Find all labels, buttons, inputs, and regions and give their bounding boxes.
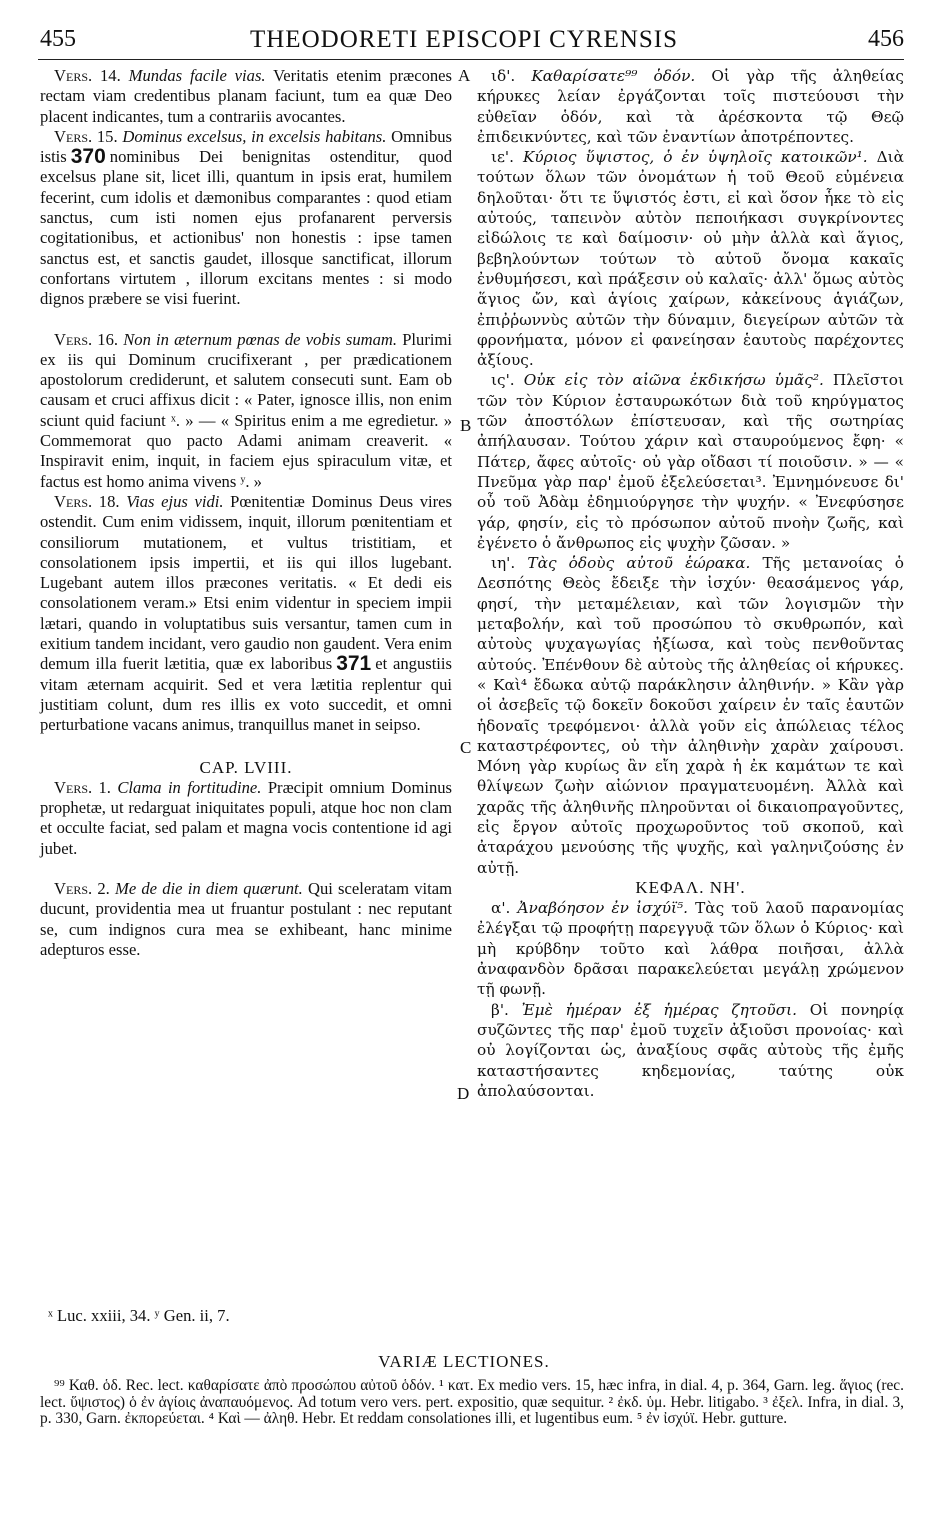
verse-text: Plurimi ex iis qui Dominum crucifixerant , per prædicationem apostolorum crediderunt, et salutem consecuti sunt. Eam ob causam et cruci affixus dicit : « Pater, ignosce illis, non enim sciunt quid faciunt ˣ. » — « Spiritus enim a me egredietur. » Commemorat quo pacto Adami animam creaverit. « Inspiravit enim, inquit, in faciem ejus spiraculum vitæ, et factus est homo anima vivens ʸ. »: [40, 329, 452, 491]
verse-lemma: Ἐμὲ ἡμέραν ἐξ ἡμέρας ζητοῦσι.: [521, 1000, 798, 1019]
latin-verse-14: [40, 66, 452, 127]
verse-label: Vers. 18.: [54, 491, 120, 511]
margin-marker-c: C: [460, 738, 472, 757]
verse-lemma: Οὐκ εἰς τὸν αἰῶνα ἐκδικήσω ὑμᾶς².: [523, 371, 824, 390]
verse-text: Pœnitentiæ Dominus Deus vires ostendit. Cum enim vidissem, inquit, illorum pœnitentiam et consiliorum mutationem, et vultus tristitiam, et consolationem ipsis impertii, et iis qui illos lugebant. Lugebant autem illos præcones veritatis. « Et dedi eis consolationem veram.» Etsi enim videntur in speciem impii lætari, quando in voluptatibus suis versantur, tamen cum in exitium tandem incidant, vero gaudio non gaudent. Vera enim demum illa fuerit lætitia, quæ ex laboribus: [40, 491, 452, 674]
verse-text: Τὰς τοῦ λαοῦ παρανομίας ἐλέγξαι τῷ προφήτῃ παρεγγυᾷ τῶν ὅλων ὁ Κύριος· καὶ μὴ κρύβδην τοῦτο καὶ λάθρα ποιῆσαι, ἀλλὰ ἀναφανδὸν δρᾶσαι παρακελεύεται μεγάλῃ χρώμενον τῇ φωνῇ.: [477, 899, 905, 999]
verse-lemma: Καθαρίσατε⁹⁹ ὁδόν.: [531, 67, 696, 85]
running-title: THEODORETI EPISCOPI CYRENSIS: [249, 26, 679, 53]
verse-lemma: Mundas facile vias.: [128, 66, 266, 85]
verse-text: Veritatis etenim præcones rectam viam credentibus planam faciunt, tum ea quæ Deo placent indicantes, tum a contrariis avocantes.: [40, 66, 452, 126]
variae-text: ⁹⁹ Καθ. ὁδ. Rec. lect. καθαρίσατε ἀπὸ προσώπου αὐτοῦ ὁδόν. ¹ κατ. Ex medio vers. 15, hæc infra, in dial. 4, p. 364, Garn. leg. ἅγιος (rec. lect. ὕψιστος) ὁ ἐν ἁγίοις ἀναπαυόμενος. Ad totum vero vers. pert. expositio, quæ sequitur. ² ἐκδ. ὑμ. Hebr. litigabo. ³ ἐξελ. Infra, in dial. 3, p. 330, Garn. ἐκπορεύεται. ⁴ Καὶ — ἀληθ. Hebr. Et reddam consolationes illi, et lugentibus eum. ⁵ ἐν ἰσχύϊ. Hebr. gutture.: [40, 1377, 904, 1428]
margin-marker-b: B: [460, 416, 472, 435]
verse-text: Omnibus istis: [40, 126, 453, 167]
page-number-left: 455: [40, 26, 76, 52]
column-number: 370: [70, 145, 106, 169]
greek-verse-14: [477, 66, 904, 147]
variae-lectiones-title: VARIÆ LECTIONES.: [378, 1352, 550, 1371]
verse-text: Διὰ τούτων ὅλων τῶν ὀνομάτων ἡ τοῦ Θεοῦ εὐμένεια δηλοῦται· ὅτι τε ὕψιστός ἐστι, εἰ καὶ ὅσον ἧκε τὸ εἰς αὐτούς, ταπεινὸν αὐτὸν πεποιήκασι συγκρίνοντες εἰδώλοις τε καὶ δαίμοσιν· οὐ μὴν ἀλλὰ καὶ ἅγιος, βεβηλούντων τούτων τὸ αὐτοῦ ὄνομα κακαῖς ἐνθυμήσεσι, καὶ πράξεσιν οὐ καλαῖς· ἀλλ' ὅμως αὐτὸς ἅγιος ὤν, καὶ ἁγίοις χαίρων, κἀκείνους ἁγιάζων, ἐπιῤῥωννὺς αὐτῶν τὴν δύναμιν, διεγείρων αὐτῶν τὰ φρονήματα, μόνον εἰ φανείησαν ἑαυτοὺς παρέχοντες ἀξίους.: [477, 148, 904, 370]
header-rule: [38, 59, 904, 60]
page-header: [0, 26, 928, 60]
verse-label: ις'.: [491, 371, 515, 390]
column-number: 371: [336, 652, 372, 676]
verse-label: Vers. 1.: [54, 777, 111, 797]
greek-chapter-verse-1: [477, 898, 904, 999]
verse-lemma: Non in æternum pœnas de vobis sumam.: [123, 329, 398, 349]
verse-label: Vers. 2.: [54, 878, 110, 898]
verse-label: Vers. 15.: [54, 126, 118, 146]
latin-verse-18: [40, 492, 452, 736]
latin-chapter-verse-1: [40, 778, 452, 859]
verse-lemma: Κύριος ὕψιστος, ὁ ἐν ὑψηλοῖς κατοικῶν¹.: [522, 148, 868, 167]
verse-label: Vers. 14.: [54, 66, 121, 85]
chapter-heading: CAP. LVIII.: [199, 757, 293, 777]
margin-marker-a: A: [458, 66, 471, 85]
verse-lemma: Me de die in diem quærunt.: [115, 878, 303, 898]
verse-label: α'.: [491, 899, 511, 918]
chapter-heading-greek: ΚΕΦΑΛ. ΝΗ'.: [635, 877, 746, 897]
variae-lectiones: [40, 1378, 904, 1428]
verse-label: β'.: [491, 1000, 509, 1019]
scripture-footnote: ˣ Luc. xxiii, 34. ʸ Gen. ii, 7.: [48, 1306, 230, 1325]
latin-verse-15: [40, 127, 452, 310]
latin-verse-16: [40, 330, 452, 492]
verse-text: Qui sceleratam vitam ducunt, providentia mea ut fruantur postulant : nec reputant se, cum indignos cura mea se exhibeant, hanc minime adepturos esse.: [40, 878, 452, 959]
latin-column: [40, 66, 452, 960]
verse-label: ιε'.: [491, 148, 514, 167]
page-number-right: 456: [868, 26, 904, 52]
latin-chapter-verse-2: [40, 879, 452, 960]
verse-lemma: Dominus excelsus, in excelsis habitans.: [122, 126, 387, 146]
verse-lemma: Τὰς ὁδοὺς αὐτοῦ ἑώρακα.: [527, 554, 751, 573]
verse-text: Τῆς μετανοίας ὁ Δεσπότης Θεὸς ἔδειξε τὴν ἰσχύν· θεασάμενος γάρ, φησί, τὴν μεταμέλειαν, καὶ τῶν λογισμῶν τὴν μεταβολήν, καὶ τοῦ προσώπου τὸ σκυθρωπόν, καὶ αὐτοὺς ψυχαγωγίας ἠξίωσα, καὶ τοὺς πενθοῦντας αὐτούς. Ἐπένθουν δὲ αὐτοὺς τῆς ἀληθείας οἱ κήρυκες. « Καὶ⁴ ἔδωκα αὐτῷ παράκλησιν ἀληθινήν. » Κἂν γὰρ οἱ ἀσεβεῖς τῷ δοκεῖν δοκοῦσι χαίρειν ἐν ταῖς ἑαυτῶν ἡδοναῖς τρεφόμενοι· ἀλλὰ γοῦν εἰς ἀπώλειας τέλος καταστρέφοντες, οὐ τὴν ἀληθινὴν χαρὰν χαίρουσι. Μόνη γὰρ κυρίως ἂν εἴη χαρὰ ἡ ἐκ καμάτων τε καὶ θλίψεων ζωὴν αἰώνιον πραγματευομένη. Ἀλλὰ καὶ χαρᾶς τῆς ἀληθινῆς πληροῦνται οἱ δικαιοπραγοῦντες, εἰς ἔργον αὐτοῖς προχωροῦντος τοῦ σκοποῦ, καὶ ἀταράχου μενούσης τῆς ψυχῆς, καὶ γαληνιζούσης ἐν αὐτῇ.: [477, 554, 905, 877]
greek-verse-16: [477, 370, 904, 553]
verse-label: ιδ'.: [491, 67, 516, 85]
verse-text: Οἱ πονηρίᾳ συζῶντες τῆς παρ' ἐμοῦ τυχεῖν ἀξιοῦσι προνοίας· καὶ οὐ λογίζονται ὡς, ἀναξίους σφᾶς αὐτοὺς τῆς ἐμῆς καταστήσαντες κηδεμονίας, ταύτης οὐκ ἀπολαύσονται.: [477, 1000, 904, 1100]
verse-text: Πλεῖστοι τῶν τὸν Κύριον ἐσταυρωκότων διὰ τοῦ κηρύγματος τῶν ἀποστόλων ἐπίστευσαν, καὶ τῆς σωτηρίας ἀπήλαυσαν. Τούτου χάριν καὶ σταυρούμενος ἔφη· « Πάτερ, ἄφες αὐτοῖς· οὐ γὰρ οἴδασι τί ποιοῦσιν. » — « Πνεῦμα γὰρ παρ' ἐμοῦ ἐξελεύσεται³. Ἐμνημόνευσε δι' οὗ τοῦ Ἀδὰμ ἐδημιούργησε τὴν ψυχήν. « Ἐνεφύσησε γάρ, φησίν, εἰς τὸ πρόσωπον αὐτοῦ πνοὴν ζωῆς, καὶ ἐγένετο ὁ ἄνθρωπος εἰς ψυχὴν ζῶσαν. »: [477, 371, 904, 552]
verse-text: et angustiis vitam æternam acquirit. Sed et vera lætitia replentur qui justitiam colunt, dum res illis ex voto succedit, et omni perturbatione vacans animus, tranquillus manet in seipso.: [40, 654, 452, 735]
greek-verse-15: [477, 147, 904, 370]
verse-text: nominibus Dei benignitas ostenditur, quod excelsus plane sit, licet illi, quantum in ipsis erat, humilem fecerint, cum idolis et dæmonibus comparantes : quod etiam sanctus, cum isti nomen ejus profanarent perversis cogitationibus, et actionibus' non honestis : ipse tamen sanctus est, et sanctis gaudet, illosque sanctificat, illorum confortans virtutem , illorum excitans mentes : si modo dignos præbere se visi fuerint.: [40, 147, 452, 309]
greek-verse-18: [477, 553, 904, 878]
verse-lemma: Clama in fortitudine.: [117, 777, 262, 797]
verse-text: Præcipit omnium Dominus prophetæ, ut redarguat iniquitates populi, atque hoc non clam et occulte faciat, sed palam et magna vocis contentione id agi jubet.: [40, 777, 453, 858]
verse-label: Vers. 16.: [54, 329, 119, 349]
margin-marker-d: D: [457, 1084, 470, 1103]
greek-chapter-verse-2: [477, 1000, 904, 1101]
verse-lemma: Vias ejus vidi.: [126, 491, 224, 511]
verse-text: Οἱ γὰρ τῆς ἀληθείας κήρυκες λείαν ἐργάζονται τοῖς πιστεύουσι τὴν εὐθεῖαν ὁδόν, καὶ τὰ ἀρέσκοντα τῷ Θεῷ ἐπιδεικνύντες, καὶ τῶν ἐναντίων ἀποτρέποντες.: [477, 67, 904, 146]
greek-column: [477, 66, 904, 1101]
verse-label: ιη'.: [491, 554, 516, 573]
verse-lemma: Ἀναβόησον ἐν ἰσχύϊ⁵.: [517, 899, 689, 918]
